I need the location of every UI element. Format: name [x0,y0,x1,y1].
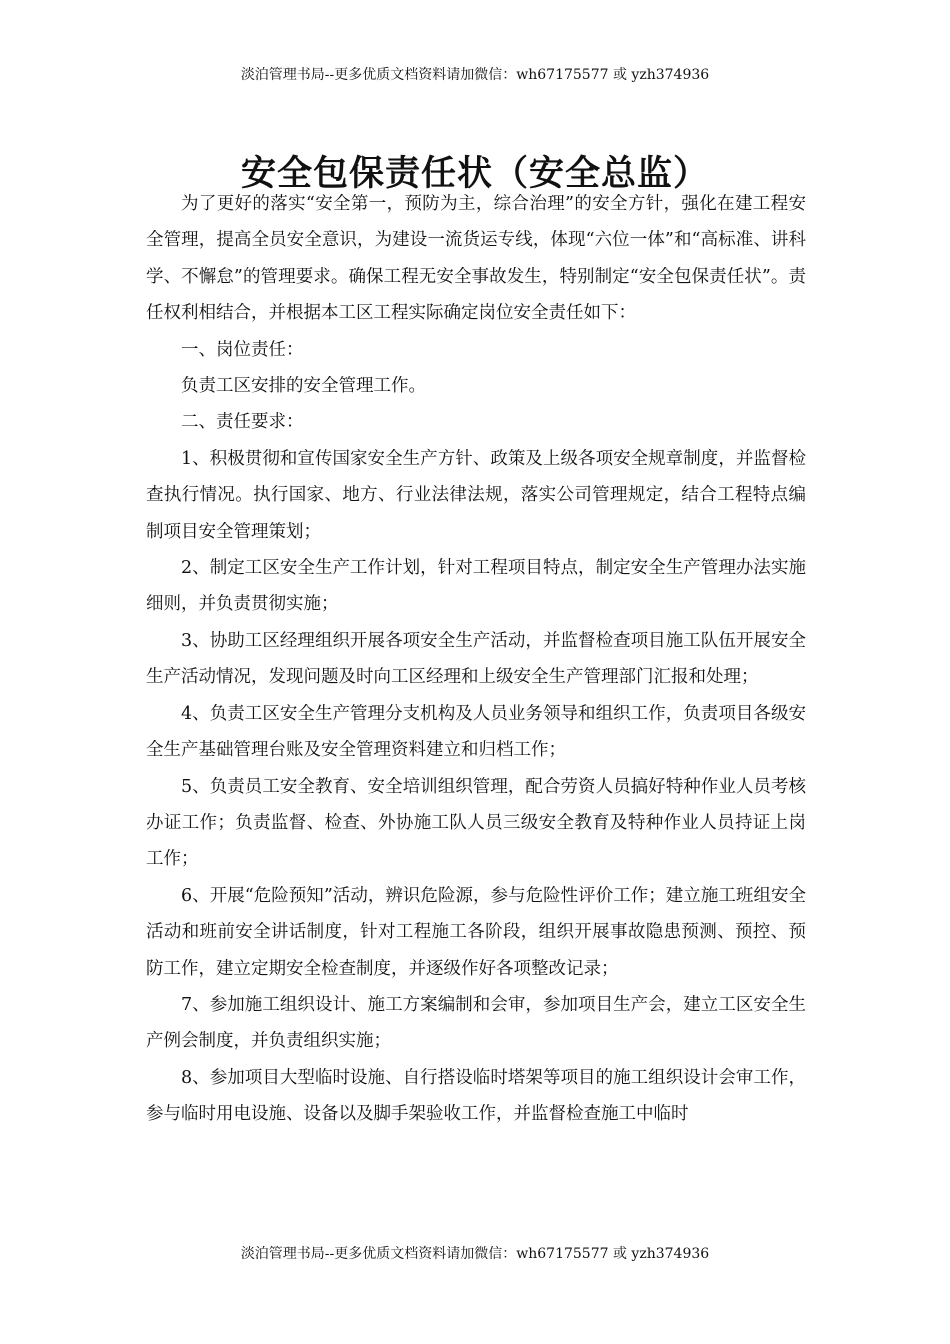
requirement-item-4: 4、负责工区安全生产管理分支机构及人员业务领导和组织工作，负责项目各级安全生产基础管理台账及安全管理资料建立和归档工作； [146,703,806,761]
requirement-item-2: 2、制定工区安全生产工作计划，针对工程项目特点，制定安全生产管理办法实施细则，并负责贯彻实施； [146,558,806,615]
footer-watermark-note: 淡泊管理书局--更多优质文档资料请加微信：wh67175577 或 yzh374936 [240,1246,710,1262]
header-watermark-note: 淡泊管理书局--更多优质文档资料请加微信：wh67175577 或 yzh374936 [240,67,710,83]
requirement-item-5: 5、负责员工安全教育、安全培训组织管理，配合劳资人员搞好特种作业人员考核办证工作；负责监督、检查、外协施工队人员三级安全教育及特种作业人员持证上岗工作； [146,776,806,870]
requirement-item-7: 7、参加施工组织设计、施工方案编制和会审，参加项目生产会，建立工区安全生产例会制度，并负责组织实施； [146,994,806,1052]
section-heading-requirements: 二、责任要求： [181,412,304,433]
section-heading-duties: 一、岗位责任： [181,339,304,360]
requirement-item-8: 8、参加项目大型临时设施、自行搭设临时塔架等项目的施工组织设计会审工作，参与临时用电设施、设备以及脚手架验收工作，并监督检查施工中临时 [146,1067,806,1125]
requirement-item-1: 1、积极贯彻和宣传国家安全生产方针、政策及上级各项安全规章制度，并监督检查执行情况。执行国家、地方、行业法律法规，落实公司管理规定，结合工程特点编制项目安全管理策划； [146,448,806,542]
requirement-item-6: 6、开展“危险预知”活动，辨识危险源，参与危险性评价工作；建立施工班组安全活动和班前安全讲话制度，针对工程施工各阶段，组织开展事故隐患预测、预控、预防工作，建立定期安全检查制度，并逐级作好各项整改记录； [146,885,806,979]
document-body [146,186,806,1133]
intro-paragraph: 为了更好的落实“安全第一，预防为主，综合治理”的安全方针，强化在建工程安全管理，提高全员安全意识，为建设一流货运专线，体现“六位一体”和“高标准、讲科学、不懈怠”的管理要求。确保工程无安全事故发生，特别制定“安全包保责任状”。责任权利相结合，并根据本工区工程实际确定岗位安全责任如下： [146,194,806,324]
document-title: 安全包保责任状（安全总监） [240,153,709,195]
duties-paragraph: 负责工区安排的安全管理工作。 [181,376,426,397]
requirement-item-3: 3、协助工区经理组织开展各项安全生产活动，并监督检查项目施工队伍开展安全生产活动情况，发现问题及时向工区经理和上级安全生产管理部门汇报和处理； [146,630,806,688]
